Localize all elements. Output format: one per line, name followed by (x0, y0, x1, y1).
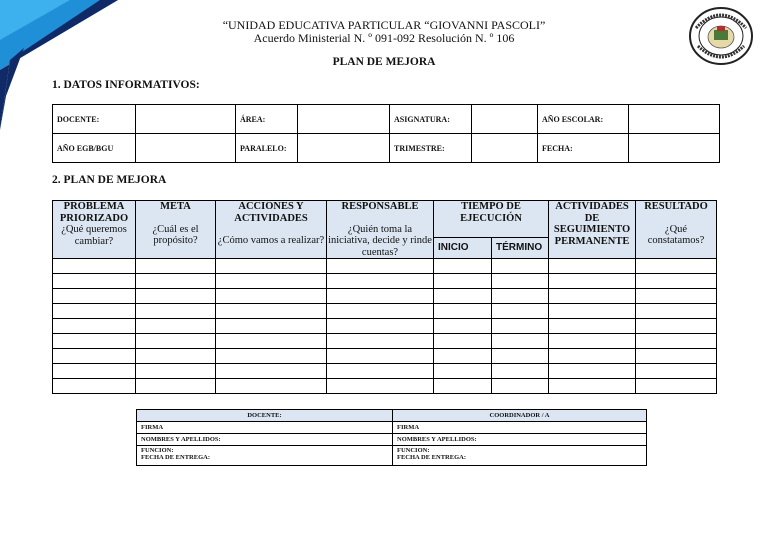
table-cell[interactable] (549, 304, 636, 319)
asignatura-field[interactable] (472, 105, 538, 134)
table-cell[interactable] (327, 259, 434, 274)
table-cell[interactable] (434, 304, 492, 319)
fecha-field[interactable] (629, 134, 720, 163)
table-cell[interactable] (549, 349, 636, 364)
table-cell[interactable] (549, 334, 636, 349)
table-cell[interactable] (434, 319, 492, 334)
section-informative-data: 1. DATOS INFORMATIVOS: (52, 79, 200, 91)
table-cell[interactable] (492, 319, 549, 334)
table-cell[interactable] (216, 349, 327, 364)
area-label: ÁREA: (236, 105, 298, 134)
table-cell[interactable] (549, 364, 636, 379)
table-cell[interactable] (549, 259, 636, 274)
anio-escolar-label: AÑO ESCOLAR: (538, 105, 629, 134)
col-acciones-header: ACCIONES Y ACTIVIDADES ¿Cómo vamos a realizar? (216, 201, 327, 259)
table-cell[interactable] (53, 364, 136, 379)
coord-funcion-fecha[interactable] (393, 446, 647, 466)
section-improvement-plan: 2. PLAN DE MEJORA (52, 174, 167, 186)
table-cell[interactable] (636, 364, 717, 379)
trimestre-field[interactable] (472, 134, 538, 163)
table-cell[interactable] (136, 319, 216, 334)
table-cell[interactable] (492, 259, 549, 274)
coord-firma[interactable]: FIRMA (393, 422, 647, 434)
table-cell[interactable] (549, 274, 636, 289)
table-row (53, 334, 717, 349)
table-cell[interactable] (492, 304, 549, 319)
table-cell[interactable] (636, 274, 717, 289)
table-cell[interactable] (434, 349, 492, 364)
paralelo-field[interactable] (298, 134, 390, 163)
table-row (53, 364, 717, 379)
col-seguimiento-header: ACTIVIDADES DE SEGUIMIENTO PERMANENTE (549, 201, 636, 259)
table-cell[interactable] (327, 304, 434, 319)
docente-fecha-entrega: FECHA DE ENTREGA: (141, 454, 210, 461)
table-cell[interactable] (549, 289, 636, 304)
table-cell[interactable] (327, 364, 434, 379)
table-cell[interactable] (434, 334, 492, 349)
table-row (53, 304, 717, 319)
table-cell[interactable] (136, 364, 216, 379)
col-termino-header: TÉRMINO (492, 238, 549, 259)
table-row (53, 379, 717, 394)
table-cell[interactable] (492, 349, 549, 364)
docente-nombres[interactable]: NOMBRES Y APELLIDOS: (137, 434, 393, 446)
col-inicio-header: INICIO (434, 238, 492, 259)
col-tiempo-header: TIEMPO DE EJECUCIÓN (434, 201, 549, 238)
table-cell[interactable] (492, 289, 549, 304)
table-cell[interactable] (636, 289, 717, 304)
docente-funcion-fecha[interactable] (137, 446, 393, 466)
table-cell[interactable] (136, 349, 216, 364)
table-cell[interactable] (53, 349, 136, 364)
table-cell[interactable] (216, 364, 327, 379)
table-row (53, 349, 717, 364)
table-cell[interactable] (327, 334, 434, 349)
table-cell[interactable] (492, 334, 549, 349)
informative-data-table (52, 104, 720, 163)
anio-egb-label: AÑO EGB/BGU (53, 134, 136, 163)
table-cell[interactable] (327, 379, 434, 394)
docente-funcion: FUNCION: (141, 447, 174, 454)
table-cell[interactable] (216, 274, 327, 289)
table-cell[interactable] (327, 349, 434, 364)
docente-signature-header: DOCENTE: (137, 410, 393, 422)
table-cell[interactable] (216, 379, 327, 394)
coordinator-signature-header: COORDINADOR / A (393, 410, 647, 422)
table-cell[interactable] (136, 379, 216, 394)
coord-fecha-entrega: FECHA DE ENTREGA: (397, 454, 466, 461)
table-row (53, 274, 717, 289)
table-cell[interactable] (53, 274, 136, 289)
coord-nombres[interactable]: NOMBRES Y APELLIDOS: (393, 434, 647, 446)
table-cell[interactable] (136, 289, 216, 304)
table-cell[interactable] (636, 304, 717, 319)
table-cell[interactable] (216, 304, 327, 319)
anio-escolar-field[interactable] (629, 105, 720, 134)
table-cell[interactable] (216, 289, 327, 304)
docente-firma[interactable]: FIRMA (137, 422, 393, 434)
paralelo-label: PARALELO: (236, 134, 298, 163)
table-cell[interactable] (216, 334, 327, 349)
table-cell[interactable] (136, 259, 216, 274)
table-cell[interactable] (136, 274, 216, 289)
docente-label: DOCENTE: (53, 105, 136, 134)
table-cell[interactable] (53, 379, 136, 394)
table-cell[interactable] (636, 349, 717, 364)
table-cell[interactable] (636, 379, 717, 394)
coord-funcion: FUNCION: (397, 447, 430, 454)
improvement-plan-table (52, 200, 717, 394)
table-row (53, 289, 717, 304)
table-row (53, 259, 717, 274)
fecha-label: FECHA: (538, 134, 629, 163)
table-cell[interactable] (549, 319, 636, 334)
table-cell[interactable] (327, 319, 434, 334)
table-cell[interactable] (136, 334, 216, 349)
col-responsable-header: RESPONSABLE ¿Quién toma la iniciativa, decide y rinde cuentas? (328, 201, 432, 258)
table-cell[interactable] (434, 274, 492, 289)
table-cell[interactable] (492, 364, 549, 379)
table-cell[interactable] (327, 289, 434, 304)
table-cell[interactable] (636, 319, 717, 334)
table-cell[interactable] (216, 259, 327, 274)
table-cell[interactable] (434, 364, 492, 379)
table-cell[interactable] (53, 289, 136, 304)
table-cell[interactable] (216, 319, 327, 334)
document-title: PLAN DE MEJORA (332, 56, 436, 68)
trimestre-label: TRIMESTRE: (390, 134, 472, 163)
table-cell[interactable] (434, 259, 492, 274)
ministerial-agreement: Acuerdo Ministerial N. º 091-092 Resolución N. º 106 (253, 31, 515, 45)
table-cell[interactable] (636, 259, 717, 274)
col-resultado-header: RESULTADO ¿Qué constatamos? (636, 201, 717, 259)
table-cell[interactable] (492, 274, 549, 289)
table-cell[interactable] (53, 304, 136, 319)
table-cell[interactable] (136, 304, 216, 319)
area-field[interactable] (298, 105, 390, 134)
table-cell[interactable] (434, 379, 492, 394)
table-cell[interactable] (492, 379, 549, 394)
school-name: “UNIDAD EDUCATIVA PARTICULAR “GIOVANNI PASCOLI” (222, 18, 546, 32)
table-cell[interactable] (636, 334, 717, 349)
col-meta-header: META ¿Cuál es el propósito? (136, 201, 216, 259)
table-row (53, 319, 717, 334)
asignatura-label: ASIGNATURA: (390, 105, 472, 134)
table-cell[interactable] (434, 289, 492, 304)
table-cell[interactable] (53, 319, 136, 334)
signature-table (136, 409, 647, 466)
table-cell[interactable] (327, 274, 434, 289)
col-problema-header: PROBLEMA PRIORIZADO ¿Qué queremos cambiar? (53, 201, 136, 259)
docente-field[interactable] (136, 105, 236, 134)
table-cell[interactable] (549, 379, 636, 394)
anio-egb-field[interactable] (136, 134, 236, 163)
table-cell[interactable] (53, 334, 136, 349)
table-cell[interactable] (53, 259, 136, 274)
